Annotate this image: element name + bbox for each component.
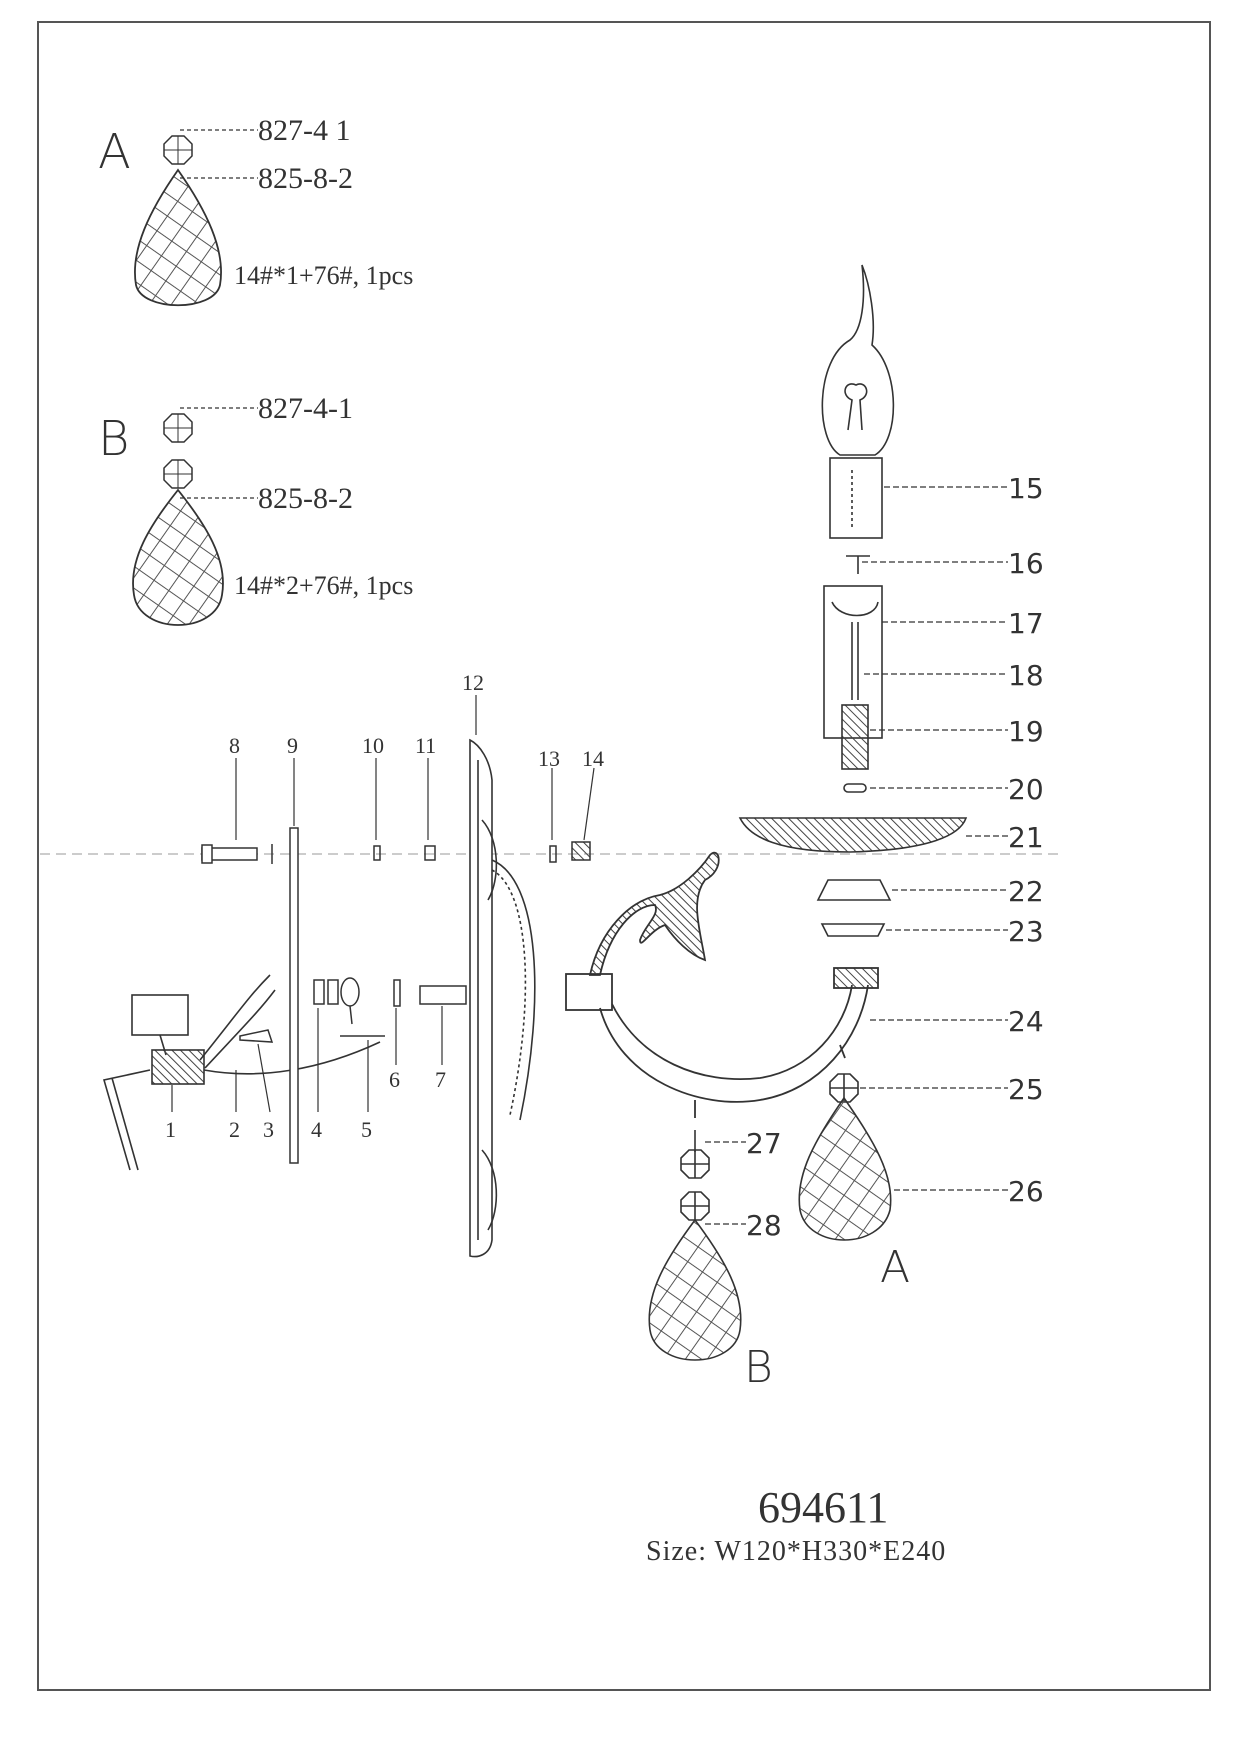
variant-b-letter: B	[98, 411, 130, 467]
assembly-label-a: A	[880, 1242, 911, 1293]
callout-19: 19	[1008, 715, 1044, 748]
callout-22: 22	[1008, 875, 1044, 908]
crystal-drop-icon	[649, 1220, 741, 1360]
octagon-bead-icon	[681, 1150, 709, 1178]
callout-26: 26	[1008, 1175, 1044, 1208]
candle-bulb	[822, 265, 893, 455]
variant-a-drop-code: 825-8-2	[258, 162, 353, 195]
assembly-label-b: B	[744, 1342, 773, 1393]
terminal-block	[152, 1050, 204, 1084]
callout-4: 4	[311, 1117, 322, 1142]
decorative-backplate	[470, 740, 535, 1257]
variant-a-top-code: 827-4 1	[258, 114, 351, 147]
crystal-drop-icon	[133, 490, 223, 625]
callout-20: 20	[1008, 773, 1044, 806]
model-number: 694611	[758, 1483, 889, 1532]
washer	[374, 846, 380, 860]
candle-cup	[818, 880, 890, 900]
variant-a-legend	[98, 114, 413, 305]
socket-nut	[844, 784, 866, 792]
octagon-bead-icon	[164, 460, 192, 488]
wall-anchor	[240, 1030, 272, 1042]
callout-15: 15	[1008, 472, 1044, 505]
callout-3: 3	[263, 1117, 274, 1142]
variant-b-drop-code: 825-8-2	[258, 482, 353, 515]
crystal-a-hanging	[799, 1074, 890, 1240]
leaf-scroll	[590, 853, 719, 975]
callout-21: 21	[1008, 821, 1044, 854]
power-cable	[104, 1070, 150, 1170]
candle-assembly	[740, 265, 966, 936]
arm-cup	[834, 968, 878, 988]
candle-ring	[822, 924, 884, 936]
callout-1: 1	[165, 1117, 176, 1142]
callout-9: 9	[287, 733, 298, 758]
octagon-bead-icon	[164, 414, 192, 442]
callout-5: 5	[361, 1117, 372, 1142]
octagon-bead-icon	[164, 136, 192, 164]
junction-box	[132, 995, 188, 1035]
callout-7: 7	[435, 1067, 446, 1092]
callout-13: 13	[538, 746, 560, 771]
size-text: Size: W120*H330*E240	[646, 1536, 947, 1567]
crystal-drop-icon	[135, 170, 221, 305]
cap-nut	[572, 842, 590, 860]
callout-23: 23	[1008, 915, 1044, 948]
callout-6: 6	[389, 1067, 400, 1092]
sleeve	[420, 986, 466, 1004]
octagon-bead-icon	[681, 1192, 709, 1220]
variant-b-spec: 14#*2+76#, 1pcs	[234, 571, 414, 600]
candle-sleeve	[830, 458, 882, 538]
variant-a-letter: A	[98, 124, 131, 180]
bobeche-dish	[740, 818, 966, 852]
callout-28: 28	[746, 1209, 782, 1242]
variant-a-spec: 14#*1+76#, 1pcs	[234, 261, 414, 290]
t-connector	[846, 556, 870, 574]
variant-b-top-code: 827-4-1	[258, 392, 353, 425]
callout-12: 12	[462, 670, 484, 695]
crystal-drop-icon	[799, 1098, 890, 1240]
connector-cap	[314, 980, 324, 1004]
variant-b-legend	[98, 392, 413, 625]
crystal-b-hanging	[649, 1130, 741, 1360]
screw-pin	[394, 980, 400, 1006]
callout-18: 18	[1008, 659, 1044, 692]
hardware-fasteners	[202, 828, 590, 1163]
callout-8: 8	[229, 733, 240, 758]
callout-10: 10	[362, 733, 384, 758]
hex-nut	[425, 846, 435, 860]
mounting-plate	[290, 828, 298, 1163]
loop-screw	[341, 978, 359, 1006]
callout-24: 24	[1008, 1005, 1044, 1038]
callout-2: 2	[229, 1117, 240, 1142]
callout-16: 16	[1008, 547, 1044, 580]
callout-25: 25	[1008, 1073, 1044, 1106]
callout-14: 14	[582, 746, 604, 771]
callout-11: 11	[415, 733, 437, 758]
arm-mount-block	[566, 974, 612, 1010]
callout-17: 17	[1008, 607, 1044, 640]
lamp-socket	[842, 705, 868, 769]
callout-27: 27	[746, 1127, 782, 1160]
